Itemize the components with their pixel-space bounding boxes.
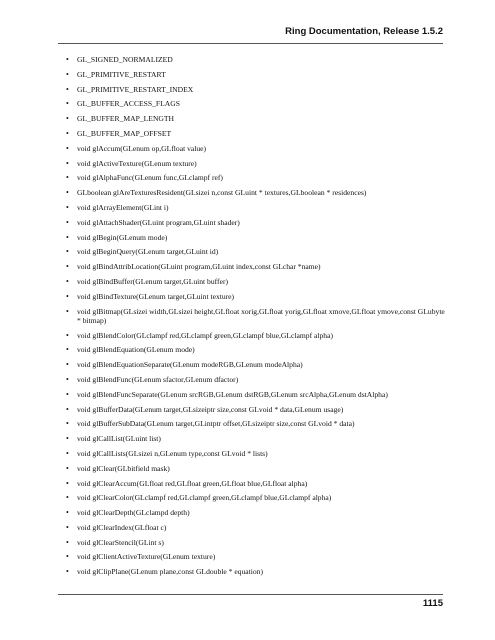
list-item: • void glClearIndex(GLfloat c) [66,523,446,533]
list-item: • void glBufferSubData(GLenum target,GLintptr offset,GLsizeiptr size,const GLvoid * data) [66,419,446,429]
list-item: • GL_BUFFER_MAP_LENGTH [66,114,446,124]
list-item: • void glClearDepth(GLclampd depth) [66,508,446,518]
list-item: • void glBegin(GLenum mode) [66,233,446,243]
list-item: • void glClearColor(GLclampf red,GLclampf green,GLclampf blue,GLclampf alpha) [66,493,446,503]
list-item: • void glCallLists(GLsizei n,GLenum type,const GLvoid * lists) [66,449,446,459]
list-item: • void glBlendEquationSeparate(GLenum modeRGB,GLenum modeAlpha) [66,360,446,370]
header-rule [58,43,443,44]
list-item: • void glBufferData(GLenum target,GLsizeiptr size,const GLvoid * data,GLenum usage) [66,405,446,415]
list-item: • void glBlendFuncSeparate(GLenum srcRGB,GLenum dstRGB,GLenum srcAlpha,GLenum dstAlpha) [66,390,446,400]
list-item: • void glBlendColor(GLclampf red,GLclampf green,GLclampf blue,GLclampf alpha) [66,331,446,341]
list-item: • void glBlendFunc(GLenum sfactor,GLenum dfactor) [66,375,446,385]
page-number: 1115 [422,598,443,609]
list-item: • GL_BUFFER_MAP_OFFSET [66,129,446,139]
list-item: • void glBindTexture(GLenum target,GLuint texture) [66,292,446,302]
list-item: • void glAttachShader(GLuint program,GLuint shader) [66,218,446,228]
list-item: • void glAccum(GLenum op,GLfloat value) [66,144,446,154]
list-item: • void glClearStencil(GLint s) [66,538,446,548]
list-item: • void glBindAttribLocation(GLuint program,GLuint index,const GLchar *name) [66,262,446,272]
list-item: • GL_PRIMITIVE_RESTART [66,70,446,80]
list-item: • void glClear(GLbitfield mask) [66,464,446,474]
footer-rule [58,594,443,595]
list-item: • void glAlphaFunc(GLenum func,GLclampf ref) [66,173,446,183]
list-item: • GL_BUFFER_ACCESS_FLAGS [66,99,446,109]
list-item: • void glBeginQuery(GLenum target,GLuint id) [66,247,446,257]
list-item: • void glBitmap(GLsizei width,GLsizei height,GLfloat xorig,GLfloat yorig,GLfloat xmove,GLfloat ymove,const GLubyte * bitmap) [66,307,446,326]
list-item: • void glBlendEquation(GLenum mode) [66,345,446,355]
list-item: • GL_PRIMITIVE_RESTART_INDEX [66,85,446,95]
list-item: • void glBindBuffer(GLenum target,GLuint buffer) [66,277,446,287]
list-item: • void glActiveTexture(GLenum texture) [66,159,446,169]
list-item: • GLboolean glAreTexturesResident(GLsizei n,const GLuint * textures,GLboolean * residences) [66,188,446,198]
list-item: • void glCallList(GLuint list) [66,434,446,444]
list-item: • void glClipPlane(GLenum plane,const GLdouble * equation) [66,567,446,577]
list-item: • GL_SIGNED_NORMALIZED [66,55,446,65]
constant-and-function-list [66,55,446,582]
list-item: • void glClientActiveTexture(GLenum texture) [66,552,446,562]
list-item: • void glClearAccum(GLfloat red,GLfloat green,GLfloat blue,GLfloat alpha) [66,479,446,489]
list-item: • void glArrayElement(GLint i) [66,203,446,213]
running-header: Ring Documentation, Release 1.5.2 [285,26,443,37]
